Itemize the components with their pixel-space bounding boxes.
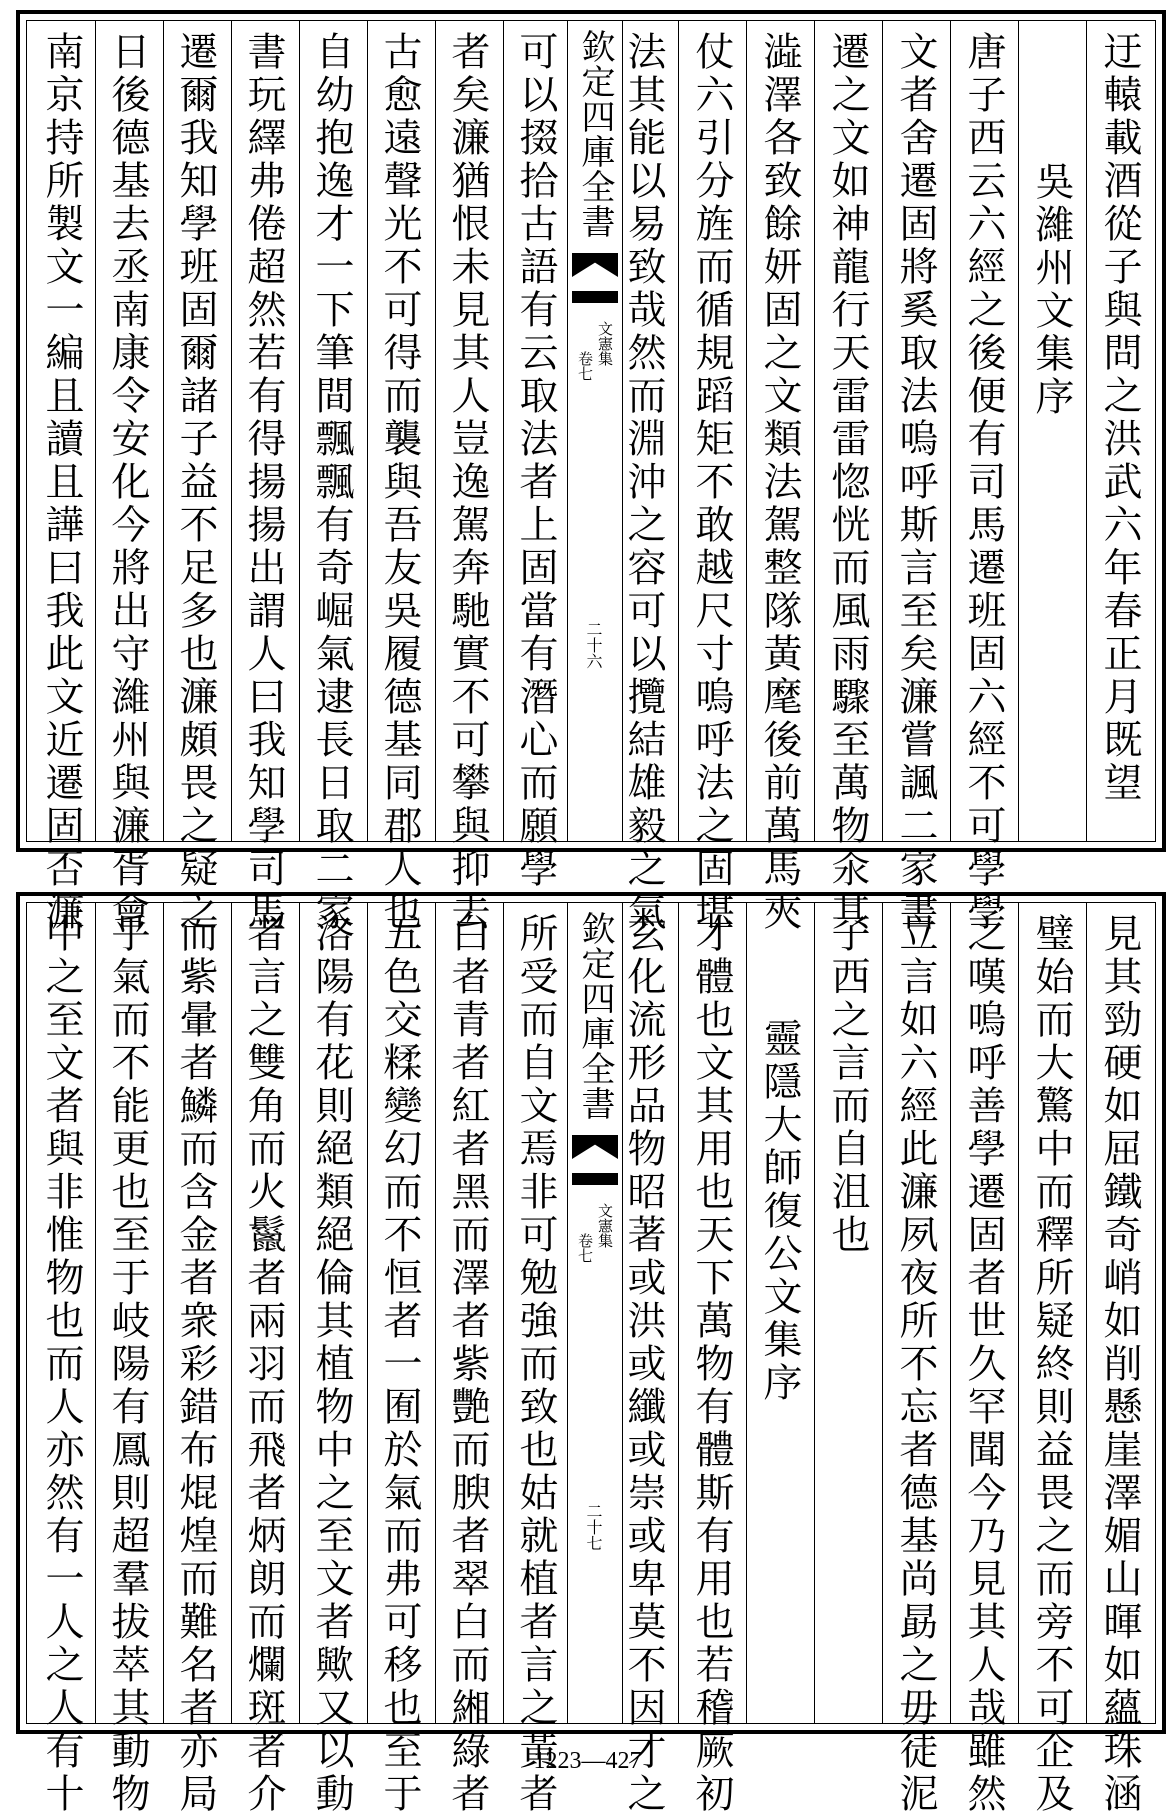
fish-tail-mark	[572, 253, 618, 277]
text-column: 遷之文如神龍行天雷雷惚恍而風雨驟至萬物汆其	[825, 31, 870, 934]
section-title: 吳濰州文集序	[1029, 161, 1074, 419]
folio-number: 二十六	[584, 621, 603, 669]
center-fold	[567, 903, 623, 1723]
section-title: 靈隱大師復公文集序	[757, 1018, 802, 1405]
text-column: 文者舍遷固將奚取法嗚呼斯言至矣濂嘗諷二家書	[893, 31, 938, 934]
text-column: 仗六引分旌而循規蹈矩不敢越尺寸嗚呼法之固堪	[689, 31, 734, 934]
page-upper-frame	[26, 20, 1156, 934]
folio-number: 二十七	[584, 1503, 603, 1551]
text-column: 書玩繹弗倦超然若有得揚揚出謂人曰我知學司馬	[241, 31, 286, 934]
text-column: 迂轅載酒從子與問之洪武六年春正月既望	[1097, 31, 1142, 805]
text-column: 立言如六經此濂夙夜所不忘者德基尚勗之毋徒泥	[893, 913, 938, 1816]
text-column: 五色交糅變幻而不恒者一囿於氣而弗可移也至于	[377, 913, 422, 1816]
text-column: 日後德基去丞南康令安化今將出守濰州與濂胥會	[105, 31, 150, 934]
text-column: 玄化流形品物昭著或洪或纖或崇或卑莫不因才之	[621, 913, 666, 1816]
text-column: 乎氣而不能更也至于岐陽有鳳則超羣拔萃其動物	[105, 913, 150, 1816]
page-upper	[16, 10, 1166, 934]
text-column: 白者青者紅者黑而澤者紫艷而腴者翠白而緗綠者	[445, 913, 490, 1816]
collection-title: 文憲集	[596, 1203, 614, 1248]
text-column: 子西之言而自沮也	[825, 913, 870, 1257]
book-title: 欽定四庫全書	[575, 29, 615, 239]
text-column: 澁澤各致餘妍固之文類法駕整隊黃麾後前萬馬夾	[757, 31, 802, 934]
text-column: 璧始而大驚中而釋所疑終則益畏之而旁不可企及	[1029, 913, 1074, 1816]
text-column: 見其勁硬如屈鐵奇峭如削懸崖澤媚山暉如蘊珠涵	[1097, 913, 1142, 1816]
text-column: 者矣濂猶恨未見其人豈逸駕奔馳實不可攀與抑去	[445, 31, 490, 934]
text-column: 中之至文者與非惟物也而人亦然有一人之人有十	[39, 913, 84, 1816]
text-column: 所受而自文焉非可勉強而致也姑就植者言之黃者	[513, 913, 558, 1816]
text-column: 者言之雙角而火鬣者兩羽而飛者炳朗而爛斑者介	[241, 913, 286, 1816]
text-column: 洛陽有花則絕類絕倫其植物中之至文者歟又以動	[309, 913, 354, 1816]
text-column: 遷爾我知學班固爾諸子益不足多也濂頗畏之疑之	[173, 31, 218, 934]
text-column: 才體也文其用也天下萬物有體斯有用也若稽厥初	[689, 913, 734, 1816]
text-column: 而紫暈者鱗而含金者衆彩錯布焜煌而難名者亦局	[173, 913, 218, 1816]
volume-label: 卷七	[576, 351, 594, 381]
text-column: 南京持所製文一編且讀且譁曰我此文近遷固否濂	[39, 31, 84, 934]
center-fold	[567, 21, 623, 841]
fish-tail-mark	[572, 1173, 618, 1185]
text-column: 可以掇拾古語有云取法者上固當有潛心而願學	[513, 31, 558, 891]
collection-title: 文憲集	[596, 321, 614, 366]
fish-tail-mark	[572, 1135, 618, 1159]
text-column: 之嘆嗚呼善學遷固者世久罕聞今乃見其人哉雖然	[961, 913, 1006, 1816]
text-column: 自幼抱逸才一下筆間飄飄有奇崛氣逮長日取二家	[309, 31, 354, 934]
volume-label: 卷七	[576, 1233, 594, 1263]
fish-tail-mark	[572, 291, 618, 303]
text-column: 唐子西云六經之後便有司馬遷班固六經不可學學	[961, 31, 1006, 934]
text-column: 古愈遠聲光不可得而襲與吾友吳履德基同郡人也	[377, 31, 422, 934]
text-column: 法其能以易致哉然而淵沖之容可以攬結雄毅之氣	[621, 31, 666, 934]
book-title: 欽定四庫全書	[575, 911, 615, 1121]
page-footer-number: 1223—427	[533, 1748, 642, 1774]
